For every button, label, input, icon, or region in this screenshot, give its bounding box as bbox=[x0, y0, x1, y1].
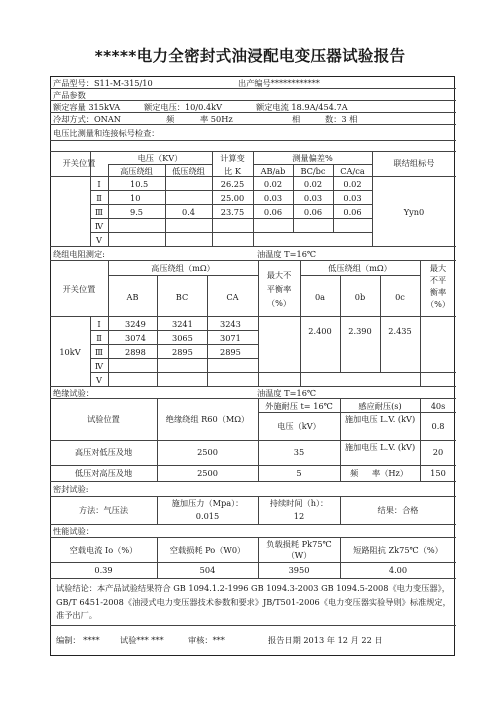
ratio-bc-header: BC/bc bbox=[300, 166, 326, 176]
resistance-lv-header: 低压绕组（mΩ） bbox=[328, 263, 392, 273]
report-date: 报告日期 2013 年 12 月 22 日 bbox=[268, 635, 383, 645]
insulation-section-title: 绝缘试验： bbox=[53, 388, 94, 398]
ratio-row-ab: 0.06 bbox=[263, 207, 283, 217]
resistance-oa-value: 2.400 bbox=[308, 326, 332, 336]
applied-voltage-header: 施加电压 L.V. (kV) bbox=[344, 414, 416, 424]
resistance-row-ab: 2898 bbox=[125, 347, 146, 357]
insulation-row2-r60: 2500 bbox=[197, 468, 218, 478]
ratio-ca-header: CA/ca bbox=[340, 166, 365, 176]
seal-result: 结果：合格 bbox=[377, 505, 419, 515]
resistance-oc-value: 2.435 bbox=[388, 326, 412, 336]
seal-method: 方法：气压法 bbox=[78, 505, 129, 515]
ratio-row-k: 23.75 bbox=[220, 207, 245, 217]
resistance-ab-header: AB bbox=[126, 292, 139, 302]
seal-pressure-label: 施加压力（Mpa）： bbox=[171, 498, 244, 508]
ratio-row-hv: 10 bbox=[130, 193, 141, 203]
ratio-ab-header: AB/ab bbox=[260, 166, 286, 176]
applied-voltage-value: 0.8 bbox=[431, 421, 445, 431]
ratio-row-bc: 0.02 bbox=[303, 179, 323, 189]
product-model: 产品型号：S11-M-315/10 bbox=[53, 78, 153, 88]
resistance-row-bc: 3065 bbox=[172, 333, 193, 343]
resistance-unbalance-1: 最大不 bbox=[266, 270, 292, 280]
ratio-row-ab: 0.03 bbox=[263, 193, 283, 203]
resistance-lv-unbalance-3: 衡率 bbox=[429, 287, 447, 297]
seal-pressure-value: 0.015 bbox=[195, 511, 220, 521]
insulation-freq-value: 150 bbox=[430, 468, 446, 478]
insulation-r60-header: 绝缘绕组 R60（MΩ） bbox=[165, 414, 250, 424]
prepared-by: 编制： **** bbox=[56, 635, 100, 645]
resistance-lv-unbalance-2: 不平 bbox=[429, 275, 447, 285]
induced-withstand: 感应耐压(s) bbox=[358, 401, 402, 411]
no-load-current-value: 0.39 bbox=[94, 565, 113, 575]
ratio-row-k: 25.00 bbox=[220, 193, 245, 203]
no-load-loss-value: 504 bbox=[199, 565, 216, 575]
resistance-row-ca: 3071 bbox=[220, 333, 241, 343]
ratio-row-bc: 0.06 bbox=[303, 207, 323, 217]
rated-voltage: 额定电压：10/0.4kV bbox=[144, 102, 223, 112]
resistance-row-pos: Ⅲ bbox=[95, 347, 103, 357]
seal-time-label: 持续时间（h）： bbox=[269, 498, 329, 508]
resistance-row-pos: Ⅴ bbox=[96, 375, 102, 385]
insulation-freq-label: 频 bbox=[350, 468, 359, 478]
load-loss-header: 负载损耗 Pk75℃（W） bbox=[266, 539, 332, 560]
resistance-lv-unbalance-4: （%） bbox=[425, 299, 451, 309]
resistance-ob-value: 2.390 bbox=[348, 326, 372, 336]
resistance-row-pos: Ⅰ bbox=[97, 319, 101, 329]
resistance-unbalance-3: （%） bbox=[266, 298, 292, 308]
impedance-header: 短路阻抗 Zk75℃（%） bbox=[353, 545, 443, 555]
seal-time-value: 12 bbox=[293, 511, 305, 521]
no-load-current-header: 空载电流 Io（%） bbox=[69, 545, 138, 555]
ratio-calc-header: 计算变 bbox=[220, 153, 245, 163]
withstand-temp: 外施耐压 t= 16℃ bbox=[265, 401, 333, 411]
rated-capacity: 额定容量 315kVA bbox=[53, 102, 121, 112]
resistance-row-pos: Ⅱ bbox=[96, 333, 102, 343]
ratio-row-hv: 9.5 bbox=[130, 207, 144, 217]
ratio-row-ca: 0.06 bbox=[343, 207, 362, 217]
resistance-row-ab: 3074 bbox=[125, 333, 146, 343]
impedance-value: 4.00 bbox=[388, 565, 408, 575]
insulation-freq-unit: 率（Hz） bbox=[372, 468, 409, 478]
resistance-kv-label: 10kV bbox=[59, 347, 81, 357]
ratio-row-pos: Ⅱ bbox=[96, 193, 102, 203]
resistance-ca-header: CA bbox=[226, 292, 239, 302]
resistance-oa-header: 0a bbox=[314, 292, 326, 302]
ratio-row-pos: Ⅲ bbox=[95, 207, 103, 217]
resistance-bc-header: BC bbox=[175, 292, 189, 302]
insulation-row1-r60: 2500 bbox=[197, 447, 218, 457]
induced-withstand-value: 40s bbox=[430, 401, 446, 411]
resistance-row-pos: Ⅳ bbox=[94, 361, 104, 371]
resistance-row-ab: 3249 bbox=[125, 319, 146, 329]
insulation-oil-temp: 油温度 T=16℃ bbox=[257, 388, 317, 398]
resistance-section-title: 绕组电阻测定: bbox=[53, 249, 105, 259]
ratio-calc-header-2: 比 K bbox=[224, 166, 241, 176]
ratio-row-bc: 0.03 bbox=[303, 193, 323, 203]
resistance-ob-header: 0b bbox=[354, 292, 366, 302]
ratio-conn-value: Yyn0 bbox=[403, 207, 425, 217]
ratio-row-pos: Ⅳ bbox=[94, 221, 104, 231]
ratio-lv-header: 低压绕组 bbox=[172, 166, 205, 176]
ratio-section-title: 电压比测量和连接标号检查： bbox=[53, 128, 160, 138]
report-title: *****电力全密封式油浸配电变压器试验报告 bbox=[94, 47, 406, 65]
resistance-oc-header: 0c bbox=[395, 292, 405, 302]
resistance-oil-temp: 油温度 T=16℃ bbox=[257, 249, 317, 259]
insulation-row1-applied: 施加电压 L.V. (kV) bbox=[344, 442, 416, 452]
performance-section-title: 性能试验： bbox=[53, 526, 94, 536]
insulation-row2-label: 低压对高压及地 bbox=[74, 468, 133, 478]
load-loss-value: 3950 bbox=[288, 565, 310, 575]
cooling-method: 冷却方式：ONAN bbox=[53, 114, 121, 124]
phase-value: 数：3 相 bbox=[325, 114, 358, 124]
frequency-label: 频 bbox=[166, 114, 175, 124]
test-conclusion: 试验结论：本产品试验结果符合 GB 1094.1.2-1996 GB 1094.3-2003 GB 1094.5-2008《电力变压器》，GB/T 6451-2008《油浸式电力变压器技术参数和要求》JB/T501-2006《电力变压器实验导则》标准规定，准予出厂。 bbox=[56, 583, 451, 620]
ratio-row-ab: 0.02 bbox=[263, 179, 283, 189]
ratio-row-ca: 0.02 bbox=[343, 179, 362, 189]
ratio-tap-header: 开关位置 bbox=[62, 158, 96, 168]
resistance-unbalance-2: 平衡率 bbox=[266, 284, 292, 294]
insulation-row1-voltage: 35 bbox=[293, 447, 305, 457]
resistance-tap-header: 开关位置 bbox=[62, 284, 96, 294]
seal-section-title: 密封试验: bbox=[53, 484, 89, 494]
resistance-row-ca: 2895 bbox=[220, 347, 241, 357]
no-load-loss-header: 空载损耗 Po（W0） bbox=[169, 545, 246, 555]
ratio-row-ca: 0.03 bbox=[343, 193, 362, 203]
ratio-row-hv: 10.5 bbox=[130, 179, 149, 189]
resistance-row-bc: 2895 bbox=[172, 347, 193, 357]
ratio-conn-header: 联结组标号 bbox=[393, 158, 435, 168]
ratio-row-pos: Ⅴ bbox=[96, 235, 102, 245]
insulation-row1-applied-value: 20 bbox=[432, 447, 444, 457]
ratio-row-pos: Ⅰ bbox=[97, 179, 101, 189]
reviewed-by: 审核：*** bbox=[188, 635, 225, 645]
resistance-hv-header: 高压绕组（mΩ） bbox=[151, 263, 215, 273]
frequency-value: 率 50Hz bbox=[200, 114, 233, 124]
rated-current: 额定电流 18.9A/454.7A bbox=[256, 102, 348, 112]
resistance-row-bc: 3241 bbox=[172, 319, 193, 329]
insulation-row2-voltage: 5 bbox=[296, 468, 302, 478]
ratio-hv-header: 高压绕组 bbox=[120, 166, 153, 176]
params-title: 产品参数 bbox=[53, 90, 86, 100]
ratio-voltage-header: 电压（KV） bbox=[137, 153, 183, 163]
resistance-row-ca: 3243 bbox=[220, 319, 241, 329]
tested-by: 试验*** *** bbox=[120, 635, 164, 645]
serial-number: 出产编号************ bbox=[238, 78, 320, 88]
ratio-deviation-header: 测量偏差% bbox=[292, 153, 333, 163]
ratio-lv-value: 0.4 bbox=[181, 207, 196, 217]
phase-label: 相 bbox=[292, 114, 301, 124]
resistance-lv-unbalance-1: 最大 bbox=[429, 263, 447, 273]
insulation-voltage-header: 电压（kV） bbox=[277, 421, 321, 431]
ratio-row-k: 26.25 bbox=[220, 179, 245, 189]
insulation-row1-label: 高压对低压及地 bbox=[74, 447, 133, 457]
insulation-position-header: 试验位置 bbox=[87, 414, 120, 424]
